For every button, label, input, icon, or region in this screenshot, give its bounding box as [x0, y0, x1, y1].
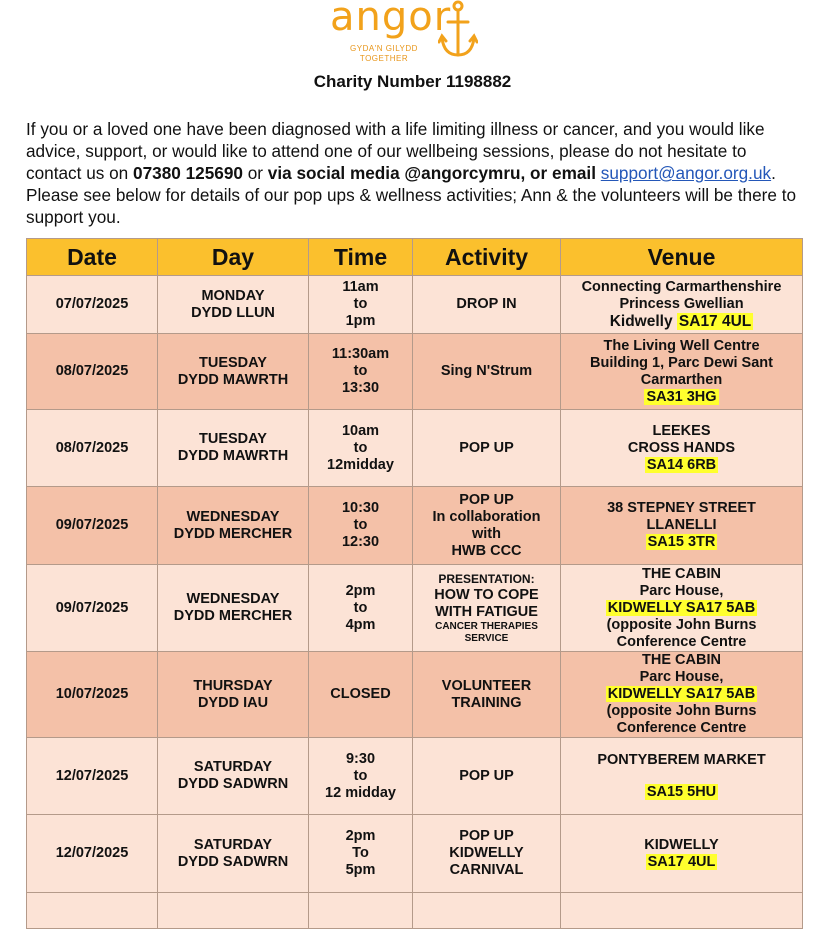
- logo-tagline: GYDA'N GILYDD TOGETHER: [350, 44, 418, 63]
- logo-wordmark: angor: [330, 0, 452, 40]
- header-activity: Activity: [413, 239, 561, 276]
- day-cell: THURSDAY DYDD IAU: [158, 652, 309, 738]
- activity-cell: POP UP: [413, 738, 561, 815]
- venue-cell: 38 STEPNEY STREET LLANELLI SA15 3TR: [561, 487, 803, 565]
- anchor-icon: [438, 0, 478, 60]
- date-cell: 12/07/2025: [27, 815, 158, 893]
- postcode-highlight: SA31 3HG: [646, 388, 717, 405]
- intro-paragraph: If you or a loved one have been diagnosed with a life limiting illness or cancer, and you would like advice, support, or would like to attend one of our wellbeing sessions, please do not hesitate to contact us on 07380 125690 or via social media @angorcymru, or email support@angor.org.uk. Please see below for details of our pop ups & wellness activities; Ann & the volunteers will be there to support you.: [26, 119, 797, 227]
- date-cell: 12/07/2025: [27, 738, 158, 815]
- time-cell: 10:30 to 12:30: [309, 487, 413, 565]
- activity-cell: POP UP In collaboration with HWB CCC: [413, 487, 561, 565]
- social-media: via social media @angorcymru, or email: [267, 163, 596, 183]
- day-cell: SATURDAY DYDD SADWRN: [158, 738, 309, 815]
- table-row-empty: [27, 893, 803, 929]
- table-row: [27, 487, 803, 565]
- postcode-highlight: KIDWELLY SA17 5AB: [607, 599, 756, 616]
- activity-cell: PRESENTATION: HOW TO COPE WITH FATIGUE CANCER THERAPIES SERVICE: [413, 565, 561, 652]
- postcode-highlight: SA17 4UL: [647, 853, 716, 870]
- email-link[interactable]: support@angor.org.uk: [600, 163, 772, 183]
- venue-cell: PONTYBEREM MARKET SA15 5HU: [561, 738, 803, 815]
- day-cell: WEDNESDAY DYDD MERCHER: [158, 565, 309, 652]
- date-cell: 09/07/2025: [27, 565, 158, 652]
- date-cell: 09/07/2025: [27, 487, 158, 565]
- day-cell: MONDAY DYDD LLUN: [158, 276, 309, 334]
- header-time: Time: [309, 239, 413, 276]
- venue-cell: THE CABIN Parc House, KIDWELLY SA17 5AB (opposite John Burns Conference Centre: [561, 565, 803, 652]
- time-cell: 2pm To 5pm: [309, 815, 413, 893]
- table-row: [27, 565, 803, 652]
- venue-cell: THE CABIN Parc House, KIDWELLY SA17 5AB (opposite John Burns Conference Centre: [561, 652, 803, 738]
- day-cell: TUESDAY DYDD MAWRTH: [158, 410, 309, 487]
- activity-cell: Sing N'Strum: [413, 334, 561, 410]
- postcode-highlight: SA15 5HU: [646, 783, 717, 800]
- table-row: [27, 738, 803, 815]
- table-row: [27, 815, 803, 893]
- time-cell: 9:30 to 12 midday: [309, 738, 413, 815]
- postcode-highlight: SA17 4UL: [678, 312, 752, 330]
- time-cell: 11:30am to 13:30: [309, 334, 413, 410]
- venue-cell: Connecting Carmarthenshire Princess Gwellian Kidwelly SA17 4UL: [561, 276, 803, 334]
- angor-logo: [330, 0, 480, 70]
- time-cell: 2pm to 4pm: [309, 565, 413, 652]
- activity-cell: POP UP: [413, 410, 561, 487]
- time-cell: 10am to 12midday: [309, 410, 413, 487]
- table-row: [27, 410, 803, 487]
- charity-number: Charity Number 1198882: [313, 72, 512, 91]
- activity-cell: VOLUNTEER TRAINING: [413, 652, 561, 738]
- table-row: [27, 276, 803, 334]
- venue-cell: LEEKES CROSS HANDS SA14 6RB: [561, 410, 803, 487]
- date-cell: 08/07/2025: [27, 334, 158, 410]
- venue-cell: The Living Well Centre Building 1, Parc Dewi Sant Carmarthen SA31 3HG: [561, 334, 803, 410]
- venue-cell: KIDWELLY SA17 4UL: [561, 815, 803, 893]
- day-cell: WEDNESDAY DYDD MERCHER: [158, 487, 309, 565]
- activity-cell: POP UP KIDWELLY CARNIVAL: [413, 815, 561, 893]
- header-date: Date: [27, 239, 158, 276]
- header-day: Day: [158, 239, 309, 276]
- time-cell: CLOSED: [309, 652, 413, 738]
- date-cell: 07/07/2025: [27, 276, 158, 334]
- schedule-table: [26, 238, 803, 929]
- header-venue: Venue: [561, 239, 803, 276]
- day-cell: TUESDAY DYDD MAWRTH: [158, 334, 309, 410]
- postcode-highlight: SA15 3TR: [647, 534, 716, 550]
- date-cell: 10/07/2025: [27, 652, 158, 738]
- phone-number: 07380 125690: [133, 163, 243, 183]
- day-cell: SATURDAY DYDD SADWRN: [158, 815, 309, 893]
- table-row: [27, 652, 803, 738]
- postcode-highlight: SA14 6RB: [646, 456, 717, 473]
- date-cell: 08/07/2025: [27, 410, 158, 487]
- activity-cell: DROP IN: [413, 276, 561, 334]
- table-header-row: [27, 239, 803, 276]
- table-row: [27, 334, 803, 410]
- postcode-highlight: KIDWELLY SA17 5AB: [607, 686, 756, 702]
- time-cell: 11am to 1pm: [309, 276, 413, 334]
